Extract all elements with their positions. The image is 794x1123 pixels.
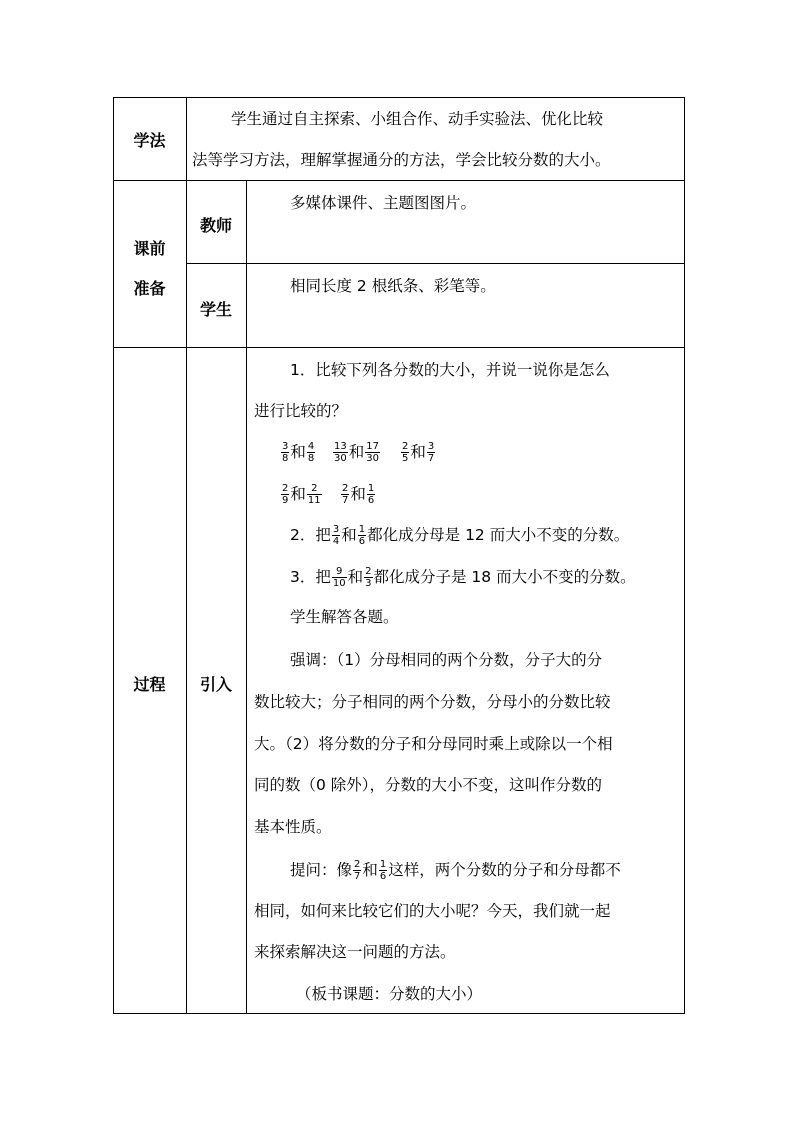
fraction: $\frac{3}{4}$ <box>332 524 340 547</box>
fraction: $\frac{9}{10}$ <box>332 566 346 589</box>
question-1-line-2: 进行比较的？ <box>254 402 348 420</box>
stress-line-4: 同的数（0 除外），分数的大小不变，这叫作分数的 <box>254 776 603 794</box>
ask-line-3: 来探索解决这一问题的方法。 <box>254 943 456 961</box>
fraction: $\frac{1}{6}$ <box>367 483 375 506</box>
fraction: $\frac{3}{7}$ <box>427 441 435 464</box>
fraction: $\frac{17}{30}$ <box>366 441 379 464</box>
fraction-pair-5: $\frac{2}{7}$ 和 $\frac{1}{6}$ <box>342 483 375 506</box>
fraction: $\frac{1}{6}$ <box>379 859 387 882</box>
fraction: $\frac{2}{7}$ <box>354 859 361 882</box>
xuefa-line-2: 法等学习方法，理解掌握通分的方法，学会比较分数的大小。 <box>192 151 611 169</box>
prep-header-line-1: 课前 <box>133 239 166 258</box>
fraction: $\frac{2}{11}$ <box>307 483 321 506</box>
stress-line-1: 强调：（1）分母相同的两个分数，分子大的分 <box>290 651 603 669</box>
stage-label: 引入 <box>199 675 232 694</box>
answer-note: 学生解答各题。 <box>290 608 399 626</box>
question-1-line-1: 1．比较下列各分数的大小，并说一说你是怎么 <box>290 361 610 379</box>
fraction: $\frac{1}{6}$ <box>358 524 366 547</box>
xuefa-line-1: 学生通过自主探索、小组合作、动手实验法、优化比较 <box>231 110 604 128</box>
row-divider-3 <box>113 347 685 348</box>
question-2: 2．把 $\frac{3}{4}$ 和 $\frac{1}{6}$ 都化成分母是 12 而大小不变的分数。 <box>290 524 630 547</box>
student-text: 相同长度 2 根纸条、彩笔等。 <box>290 277 496 295</box>
fraction-pair-4: $\frac{2}{9}$ 和 $\frac{2}{11}$ <box>282 483 321 506</box>
fraction-pair-1: $\frac{3}{8}$ 和 $\frac{4}{8}$ <box>282 441 315 464</box>
col-divider-2 <box>246 180 247 1014</box>
teacher-text: 多媒体课件、主题图图片。 <box>290 194 477 212</box>
ask-line-2: 相同，如何来比较它们的大小呢？今天，我们就一起 <box>254 902 611 920</box>
process-header: 过程 <box>133 675 166 694</box>
row-divider-2 <box>186 263 685 264</box>
stress-line-2: 数比较大；分子相同的两个分数，分母小的分数比较 <box>254 693 611 711</box>
stress-line-3: 大。（2）将分数的分子和分母同时乘上或除以一个相 <box>254 735 613 753</box>
fraction: $\frac{2}{7}$ <box>342 483 349 506</box>
board-title-note: （板书课题：分数的大小） <box>296 985 483 1003</box>
fraction-pair-3: $\frac{2}{5}$ 和 $\frac{3}{7}$ <box>402 441 435 464</box>
fraction: $\frac{3}{8}$ <box>282 441 289 464</box>
prep-header-line-2: 准备 <box>133 279 166 298</box>
fraction-pair-2: $\frac{13}{30}$ 和 $\frac{17}{30}$ <box>334 441 379 464</box>
student-label: 学生 <box>199 300 232 319</box>
teacher-label: 教师 <box>199 216 232 235</box>
xuefa-header: 学法 <box>133 131 166 150</box>
fraction: $\frac{13}{30}$ <box>334 441 347 464</box>
fraction: $\frac{2}{3}$ <box>365 566 372 589</box>
ask-line-1: 提问：像 $\frac{2}{7}$ 和 $\frac{1}{6}$ 这样，两个分数的分子和分母都不 <box>290 859 621 882</box>
question-3: 3．把 $\frac{9}{10}$ 和 $\frac{2}{3}$ 都化成分子是 18 而大小不变的分数。 <box>290 566 636 589</box>
stress-line-5: 基本性质。 <box>254 818 332 836</box>
fraction: $\frac{4}{8}$ <box>307 441 315 464</box>
fraction: $\frac{2}{5}$ <box>402 441 409 464</box>
fraction: $\frac{2}{9}$ <box>282 483 289 506</box>
